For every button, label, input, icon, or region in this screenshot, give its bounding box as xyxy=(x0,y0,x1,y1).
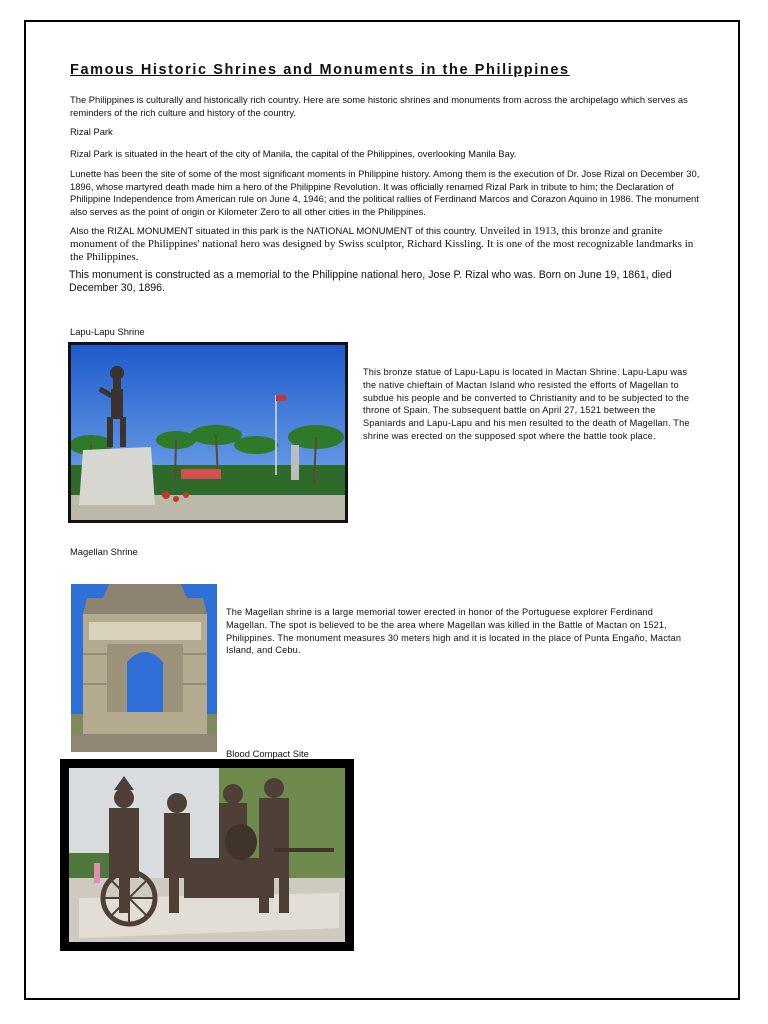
lapu-lapu-description: This bronze statue of Lapu-Lapu is located in Mactan Shrine. Lapu-Lapu was the native chieftain of Mactan Island who resisted the efforts of Magellan to subdue his people and be converted to Christianity and to be subjected to the throne of Spain. The subsequent battle on April 27, 1521 between the Spaniards and Lapu-Lapu and his men resulted to the death of Magellan. The shrine was erected on the supposed spot where the battle took place. xyxy=(363,367,690,441)
lapu-lapu-shrine-photo xyxy=(68,342,348,523)
blood-compact-heading: Blood Compact Site xyxy=(226,748,309,759)
magellan-shrine-photo xyxy=(71,584,217,752)
lapu-lapu-shrine-image xyxy=(71,345,345,520)
magellan-heading: Magellan Shrine xyxy=(70,546,138,557)
rizal-memorial-paragraph: This monument is constructed as a memorial to the Philippine national hero, Jose P. Rizal who was. Born on June 19, 1861, died December 30, 1896. xyxy=(69,269,672,295)
magellan-shrine-image xyxy=(71,584,217,752)
rizal-monument-sentence: Also the RIZAL MONUMENT situated in this park is the NATIONAL MONUMENT of this country. xyxy=(70,226,477,237)
blood-compact-image xyxy=(69,768,345,942)
rizal-monument-description: Unveiled in 1913, this bronze and granite monument of the Philippines' national hero was designed by Swiss sculptor, Richard Kissling. It is one of the most recognizable landmarks in the Philippines. xyxy=(70,225,694,263)
rizal-park-heading: Rizal Park xyxy=(70,126,113,137)
rizal-park-paragraph-1: Rizal Park is situated in the heart of the city of Manila, the capital of the Philippines, overlooking Manila Bay. xyxy=(70,148,517,159)
magellan-description: The Magellan shrine is a large memorial tower erected in honor of the Portuguese explorer Ferdinand Magellan. The spot is believed to be the area where Magellan was killed in the Battle of Mactan on 1521, Philippines. The monument measures 30 meters high and it is located in the place of Punta Engaño, Mactan Island, and Cebu. xyxy=(226,607,682,656)
page-title: Famous Historic Shrines and Monuments in the Philippines xyxy=(70,62,570,78)
rizal-park-paragraph-2: Lunette has been the site of some of the most significant moments in Philippine history. Among them is the execution of Dr. Jose Rizal on December 30, 1896, whose martyred death made him a hero of the Philippine Revolution. It was officially renamed Rizal Park in tribute to him; the Declaration of Philippine Independence from American rule on June 4, 1946; and the political rallies of Ferdinand Marcos and Corazon Aquino in 1986. The monument also serves as the point of origin or Kilometer Zero to all other cities in the Philippines. xyxy=(70,168,700,217)
blood-compact-photo xyxy=(60,759,354,951)
intro-paragraph: The Philippines is culturally and historically rich country. Here are some historic shrines and monuments from across the archipelago which serves as reminders of the rich culture and history of the country. xyxy=(70,94,688,118)
lapu-lapu-heading: Lapu-Lapu Shrine xyxy=(70,326,145,337)
rizal-monument-paragraph xyxy=(70,225,702,263)
